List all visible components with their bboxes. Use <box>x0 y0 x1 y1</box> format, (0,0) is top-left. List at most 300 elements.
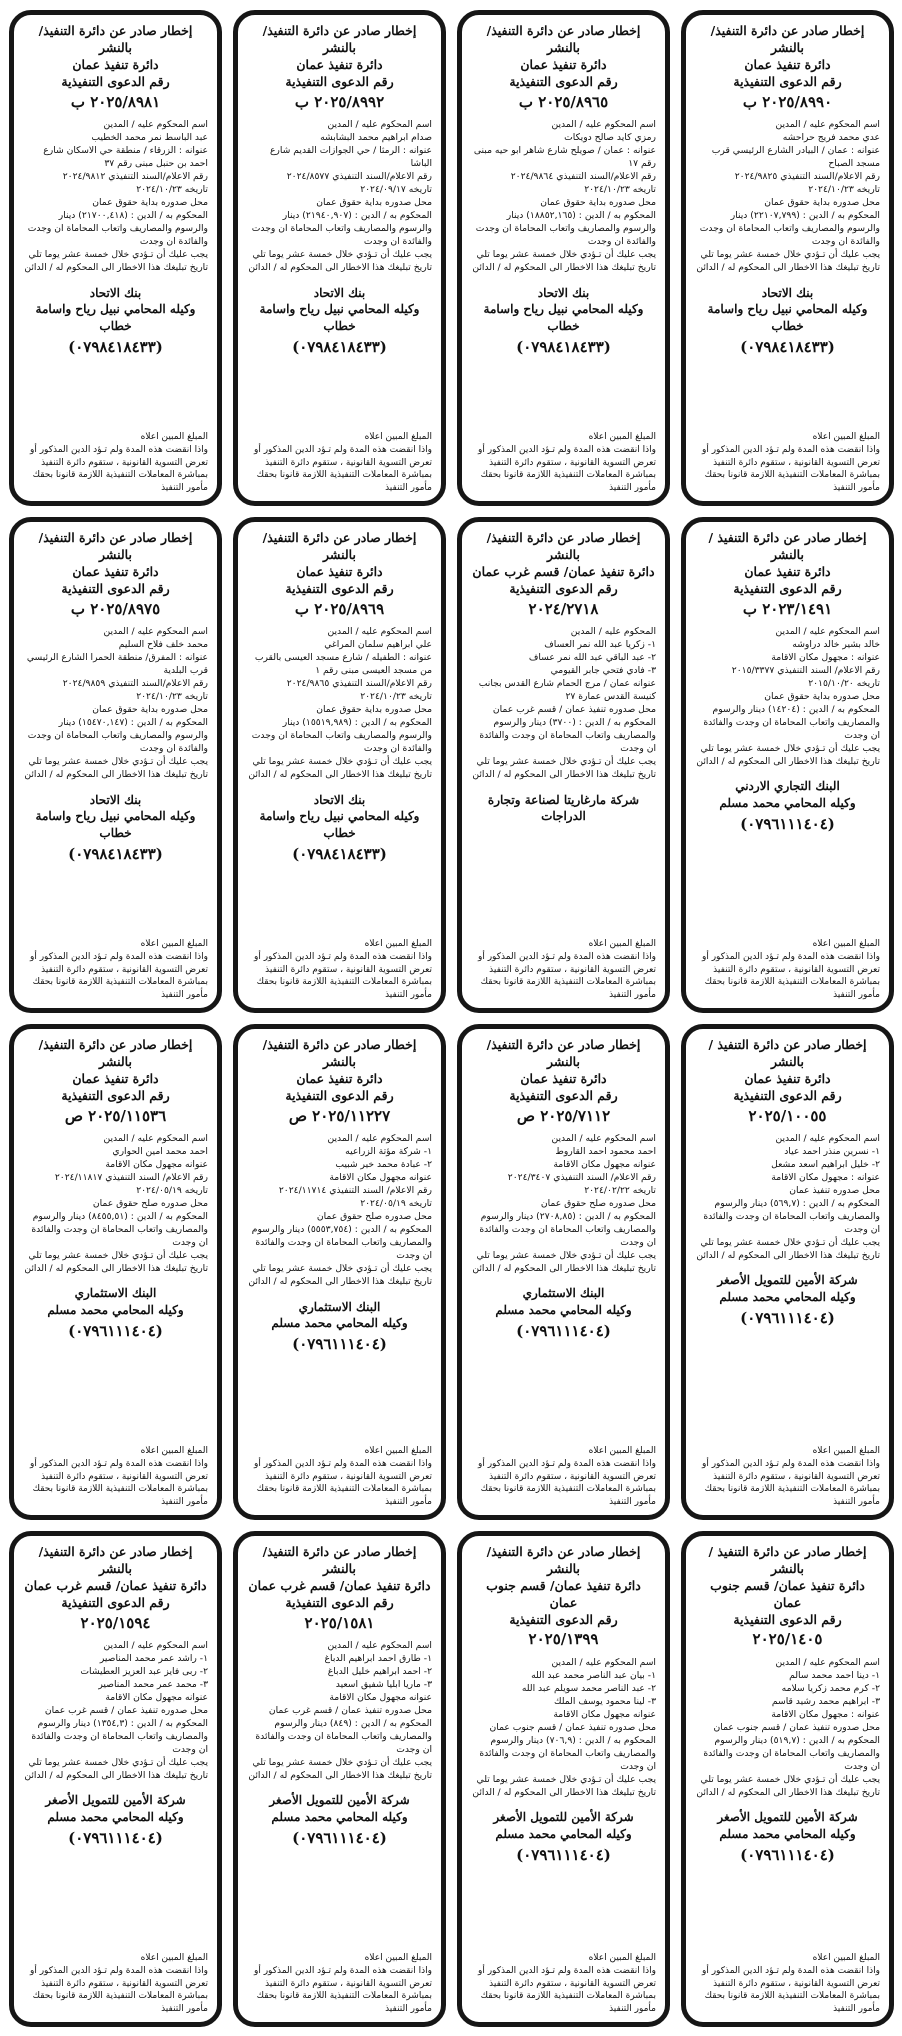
officer-signature: مأمور التنفيذ <box>609 1497 656 1508</box>
instrument-number: رقم الاعلام/السند التنفيذي ٢٠٢٤/٩٨١٢ <box>62 171 208 182</box>
notice-body <box>695 625 880 769</box>
debtor-label: اسم المحكوم عليه / المدين <box>775 118 880 130</box>
notice-footer <box>471 431 656 495</box>
notice-footer <box>471 938 656 1002</box>
debtor-address: عنوانه مجهول مكان الاقامة <box>105 1158 208 1170</box>
lawyer-phone: (٠٧٩٨٤١٨٤٣٣) <box>516 337 611 356</box>
lawyer-phone: (٠٧٩٦١١١٤٠٤) <box>740 1308 835 1327</box>
issuing-court: محل صدوره بداية حقوق عمان <box>92 704 208 716</box>
notice-footer <box>695 1952 880 2016</box>
notice-card <box>681 10 894 506</box>
amount-label: المبلغ المبين اعلاه <box>588 939 656 950</box>
debtor-name: ٣- ماريا ابليا شفيق اسعيد <box>335 1678 432 1690</box>
debtor-label: اسم المحكوم عليه / المدين <box>327 625 432 637</box>
amount-label: المبلغ المبين اعلاه <box>364 1446 432 1457</box>
lawyer-phone: (٠٧٩٨٤١٨٤٣٣) <box>292 337 387 356</box>
amount-label: المبلغ المبين اعلاه <box>140 939 208 950</box>
officer-signature: مأمور التنفيذ <box>609 990 656 1001</box>
creditor-name: بنك الاتحاد <box>537 285 590 300</box>
creditor-block <box>247 1792 432 1849</box>
debtor-address: عنوانه : المفرق/ منطقة الحمرا الشارع الرئيسي قرب البلدية <box>26 651 208 676</box>
enforcement-warning: واذا انقضت هذه المدة ولم تـؤد الدين المذكور أو تعرض التسوية القانونية ، ستقوم دائرة التنفيذ بمباشرة المعاملات التنفيذية اللازمة قانونا بحقك <box>477 1458 656 1495</box>
case-label: رقم الدعوى التنفيذية <box>509 1611 618 1627</box>
amount-label: المبلغ المبين اعلاه <box>812 1446 880 1457</box>
creditor-block <box>247 1299 432 1356</box>
case-number: ٢٠٢٥/٨٩٧٥ ب <box>70 599 161 618</box>
lawyer-phone: (٠٧٩٨٤١٨٤٣٣) <box>740 337 835 356</box>
lawyer-phone: (٠٧٩٦١١١٤٠٤) <box>740 1845 835 1864</box>
court-name: دائرة تنفيذ عمان/ قسم غرب عمان <box>472 563 655 579</box>
officer-signature: مأمور التنفيذ <box>161 483 208 494</box>
debtor-name: ٢- خليل ابراهيم اسعد مشعل <box>771 1158 880 1170</box>
instrument-date: تاريخه ٢٠٢٤/١٠/٢٣ <box>584 184 656 196</box>
instrument-number: رقم الاعلام/السند التنفيذي ٢٠٢٤/٨٥٧٧ <box>286 171 432 182</box>
lawyer-name: وكيله المحامي محمد مسلم <box>271 1316 408 1331</box>
notice-footer <box>471 1952 656 2016</box>
amount-label: المبلغ المبين اعلاه <box>812 939 880 950</box>
notice-footer <box>23 431 208 495</box>
officer-signature: مأمور التنفيذ <box>385 1497 432 1508</box>
debtor-name: ١- زكريا عبد الله نمر العساف <box>544 638 656 650</box>
officer-signature: مأمور التنفيذ <box>833 1497 880 1508</box>
enforcement-warning: واذا انقضت هذه المدة ولم تـؤد الدين المذكور أو تعرض التسوية القانونية ، ستقوم دائرة التنفيذ بمباشرة المعاملات التنفيذية اللازمة قانونا بحقك <box>701 1458 880 1495</box>
enforcement-warning: واذا انقضت هذه المدة ولم تـؤد الدين المذكور أو تعرض التسوية القانونية ، ستقوم دائرة التنفيذ بمباشرة المعاملات التنفيذية اللازمة قانونا بحقك <box>29 444 208 481</box>
creditor-name: بنك الاتحاد <box>313 792 366 807</box>
notice-header <box>247 1544 432 1633</box>
debtor-name: رمزي كايد صالح دويكات <box>564 131 656 143</box>
debtor-label: اسم المحكوم عليه / المدين <box>775 1132 880 1144</box>
creditor-block <box>471 1285 656 1342</box>
case-number: ٢٠٢٥/١٥٩٤ <box>80 1613 151 1632</box>
debtor-name: ٢- كرم محمد زكريا سلامه <box>781 1682 880 1694</box>
notice-body <box>247 1132 432 1289</box>
notice-footer <box>247 1445 432 1509</box>
debtor-address: عنوانه : مجهول مكان الاقامة <box>771 1708 880 1720</box>
creditor-block <box>695 1809 880 1866</box>
lawyer-phone: (٠٧٩٦١١١٤٠٤) <box>68 1829 163 1848</box>
judgment-amount: المحكوم به / الدين : (١٤٢٠٤) دينار والرسوم والمصاريف واتعاب المحاماة ان وجدت والفائدة ان وجدت <box>703 704 880 742</box>
notice-header <box>471 23 656 112</box>
issuing-court: محل صدوره تنفيذ عمان / قسم جنوب عمان <box>713 1721 880 1733</box>
notice-footer <box>23 1445 208 1509</box>
issuing-court: محل صدوره تنفيذ عمان <box>789 1185 880 1196</box>
creditor-block <box>695 285 880 358</box>
officer-signature: مأمور التنفيذ <box>161 2004 208 2015</box>
instrument-number: رقم الاعلام/السند التنفيذي ٢٠٢٤/٩٨٥٩ <box>62 678 208 689</box>
creditor-name: شركة مارغاريتا لصناعة وتجارة الدراجات <box>487 792 640 824</box>
case-label: رقم الدعوى التنفيذية <box>285 73 394 89</box>
issuing-court: محل صدوره تنفيذ عمان / قسم جنوب عمان <box>489 1721 656 1733</box>
debtor-name: ٢- عبادة محمد خير شبيب <box>335 1158 432 1170</box>
notice-title: إخطار صادر عن دائرة التنفيذ/ بالنشر <box>262 23 417 55</box>
notice-card <box>681 1531 894 2027</box>
lawyer-name: وكيله المحامي محمد مسلم <box>719 1290 856 1305</box>
officer-signature: مأمور التنفيذ <box>385 990 432 1001</box>
instrument-date: تاريخه ٢٠١٥/١٠/٢٠ <box>808 678 880 689</box>
creditor-block <box>471 1809 656 1866</box>
court-name: دائرة تنفيذ عمان/ قسم غرب عمان <box>24 1577 207 1593</box>
payment-demand: يجب عليك أن تـؤدي خلال خمسة عشر يوما تلي تاريخ تبليغك هذا الاخطار الى المحكوم له / الدائن <box>696 743 880 768</box>
payment-demand: يجب عليك أن تـؤدي خلال خمسة عشر يوما تلي تاريخ تبليغك هذا الاخطار الى المحكوم له / الدائن <box>472 1250 656 1275</box>
debtor-label: اسم المحكوم عليه / المدين <box>103 625 208 637</box>
judgment-amount: المحكوم به / الدين : (٢١٧٠٠,٤١٨) دينار والرسوم والمصاريف واتعاب المحاماة ان وجدت والفائدة ان وجدت <box>27 210 208 248</box>
creditor-name: البنك التجاري الاردني <box>735 779 840 794</box>
amount-label: المبلغ المبين اعلاه <box>812 1953 880 1964</box>
debtor-name: ٢- عبد الناصر محمد سويلم عبد الله <box>521 1682 656 1694</box>
officer-signature: مأمور التنفيذ <box>609 2004 656 2015</box>
instrument-date: تاريخه ٢٠٢٤/٠٢/٢٢ <box>584 1185 656 1196</box>
notice-card <box>9 10 222 506</box>
case-number: ٢٠٢٥/٨٩٨١ ب <box>70 92 161 111</box>
notice-body <box>471 118 656 275</box>
notice-footer <box>695 938 880 1002</box>
case-label: رقم الدعوى التنفيذية <box>285 1087 394 1103</box>
case-number: ٢٠٢٥/١١٢٢٧ ص <box>288 1106 391 1125</box>
lawyer-name: وكيله المحامي نبيل رياح واسامة خطاب <box>35 809 196 841</box>
case-label: رقم الدعوى التنفيذية <box>61 1087 170 1103</box>
notice-footer <box>695 1445 880 1509</box>
notice-title: إخطار صادر عن دائرة التنفيذ / بالنشر <box>708 1037 867 1069</box>
debtor-name: ١- طارق احمد ابراهيم الدباغ <box>324 1652 432 1664</box>
notice-header <box>23 530 208 619</box>
court-name: دائرة تنفيذ عمان <box>72 563 159 579</box>
debtor-name: ١- بيان عبد الناصر محمد عبد الله <box>531 1669 656 1681</box>
creditor-block <box>695 1272 880 1329</box>
court-name: دائرة تنفيذ عمان <box>296 56 383 72</box>
court-name: دائرة تنفيذ عمان/ قسم جنوب عمان <box>710 1577 865 1610</box>
enforcement-warning: واذا انقضت هذه المدة ولم تـؤد الدين المذكور أو تعرض التسوية القانونية ، ستقوم دائرة التنفيذ بمباشرة المعاملات التنفيذية اللازمة قانونا بحقك <box>29 951 208 988</box>
case-number: ٢٠٢٥/٧١١٢ ص <box>516 1106 611 1125</box>
case-label: رقم الدعوى التنفيذية <box>285 580 394 596</box>
notice-footer <box>247 1952 432 2016</box>
notice-header <box>695 1037 880 1126</box>
creditor-block <box>247 792 432 865</box>
lawyer-phone: (٠٧٩٨٤١٨٤٣٣) <box>68 337 163 356</box>
debtor-name: ٢- ربى فايز عبد العزيز العطيشات <box>80 1665 208 1677</box>
court-name: دائرة تنفيذ عمان <box>744 56 831 72</box>
lawyer-name: وكيله المحامي محمد مسلم <box>495 1303 632 1318</box>
notice-card <box>9 517 222 1013</box>
issuing-court: محل صدوره بداية حقوق عمان <box>764 197 880 209</box>
creditor-name: البنك الاستثماري <box>522 1286 605 1301</box>
instrument-number: رقم الاعلام/ السند التنفيذي ٢٠٢٤/١١٧١٤ <box>278 1185 432 1196</box>
notice-body <box>695 1656 880 1800</box>
notice-header <box>23 23 208 112</box>
debtor-address: عنوانه عمان / مرج الحمام شارع القدس بجانب كنيسة القدس عمارة ٢٧ <box>478 678 656 703</box>
payment-demand: يجب عليك أن تـؤدي خلال خمسة عشر يوما تلي تاريخ تبليغك هذا الاخطار الى المحكوم له / الدائن <box>24 756 208 781</box>
debtor-address: عنوانه مجهول مكان الاقامة <box>329 1171 432 1183</box>
lawyer-phone: (٠٧٩٦١١١٤٠٤) <box>292 1335 387 1354</box>
debtor-label: اسم المحكوم عليه / المدين <box>551 1656 656 1668</box>
creditor-name: بنك الاتحاد <box>89 285 142 300</box>
case-label: رقم الدعوى التنفيذية <box>285 1594 394 1610</box>
case-label: رقم الدعوى التنفيذية <box>733 1087 842 1103</box>
notice-header <box>471 530 656 619</box>
notice-card <box>681 517 894 1013</box>
enforcement-warning: واذا انقضت هذه المدة ولم تـؤد الدين المذكور أو تعرض التسوية القانونية ، ستقوم دائرة التنفيذ بمباشرة المعاملات التنفيذية اللازمة قانونا بحقك <box>477 444 656 481</box>
notice-footer <box>247 431 432 495</box>
instrument-number: رقم الاعلام/السند التنفيذي ٢٠٢٤/٩٨٦٥ <box>286 678 432 689</box>
notice-body <box>23 1132 208 1276</box>
notice-body <box>695 118 880 275</box>
court-name: دائرة تنفيذ عمان <box>744 563 831 579</box>
officer-signature: مأمور التنفيذ <box>833 990 880 1001</box>
enforcement-warning: واذا انقضت هذه المدة ولم تـؤد الدين المذكور أو تعرض التسوية القانونية ، ستقوم دائرة التنفيذ بمباشرة المعاملات التنفيذية اللازمة قانونا بحقك <box>253 951 432 988</box>
payment-demand: يجب عليك أن تـؤدي خلال خمسة عشر يوما تلي تاريخ تبليغك هذا الاخطار الى المحكوم له / الدائن <box>24 249 208 274</box>
notice-header <box>23 1037 208 1126</box>
judgment-amount: المحكوم به / الدين : (٧٠٦,٩) دينار والرسوم والمصاريف واتعاب المحاماة ان وجدت والفائدة ان وجدت <box>479 1735 656 1773</box>
amount-label: المبلغ المبين اعلاه <box>364 939 432 950</box>
notice-title: إخطار صادر عن دائرة التنفيذ/ بالنشر <box>486 23 641 55</box>
payment-demand: يجب عليك أن تـؤدي خلال خمسة عشر يوما تلي تاريخ تبليغك هذا الاخطار الى المحكوم له / الدائن <box>696 1774 880 1799</box>
debtor-name: ١- راشد عمر محمد المناصير <box>99 1652 208 1664</box>
payment-demand: يجب عليك أن تـؤدي خلال خمسة عشر يوما تلي تاريخ تبليغك هذا الاخطار الى المحكوم له / الدائن <box>24 1757 208 1782</box>
case-number: ٢٠٢٥/٨٩٦٥ ب <box>518 92 609 111</box>
enforcement-warning: واذا انقضت هذه المدة ولم تـؤد الدين المذكور أو تعرض التسوية القانونية ، ستقوم دائرة التنفيذ بمباشرة المعاملات التنفيذية اللازمة قانونا بحقك <box>701 951 880 988</box>
notice-title: إخطار صادر عن دائرة التنفيذ/ بالنشر <box>486 1037 641 1069</box>
notice-card <box>681 1024 894 1520</box>
notice-body <box>23 625 208 782</box>
lawyer-name: وكيله المحامي محمد مسلم <box>719 1827 856 1842</box>
judgment-amount: المحكوم به / الدين : (١٥٤٧٠,١٤٧) دينار والرسوم والمصاريف واتعاب المحاماة ان وجدت والفائدة ان وجدت <box>27 717 208 755</box>
notice-body <box>471 1656 656 1800</box>
notice-card <box>233 517 446 1013</box>
issuing-court: محل صدوره بداية حقوق عمان <box>316 704 432 716</box>
issuing-court: محل صدوره تنفيذ عمان / قسم غرب عمان <box>492 704 656 716</box>
enforcement-warning: واذا انقضت هذه المدة ولم تـؤد الدين المذكور أو تعرض التسوية القانونية ، ستقوم دائرة التنفيذ بمباشرة المعاملات التنفيذية اللازمة قانونا بحقك <box>701 1965 880 2002</box>
judgment-amount: المحكوم به / الدين : (٨٤٥٥,٥١) دينار والرسوم والمصاريف واتعاب المحاماة ان وجدت والفائدة ان وجدت <box>31 1211 208 1249</box>
notice-body <box>695 1132 880 1263</box>
notice-title: إخطار صادر عن دائرة التنفيذ/ بالنشر <box>38 23 193 55</box>
lawyer-name: وكيله المحامي محمد مسلم <box>47 1303 184 1318</box>
case-number: ٢٠٢٥/١٠٠٥٥ <box>748 1106 827 1125</box>
debtor-address: عنوانه : مجهول مكان الاقامة <box>771 1171 880 1183</box>
court-name: دائرة تنفيذ عمان <box>520 1070 607 1086</box>
lawyer-name: وكيله المحامي نبيل رياح واسامة خطاب <box>35 302 196 334</box>
debtor-name: ٣- لينا محمود يوسف الملك <box>553 1695 656 1707</box>
debtor-name: خالد بشير خالد دراوشه <box>792 638 880 650</box>
court-name: دائرة تنفيذ عمان <box>296 1070 383 1086</box>
case-label: رقم الدعوى التنفيذية <box>509 1087 618 1103</box>
debtor-name: احمد محمد امين الحواري <box>112 1145 208 1157</box>
court-name: دائرة تنفيذ عمان <box>744 1070 831 1086</box>
payment-demand: يجب عليك أن تـؤدي خلال خمسة عشر يوما تلي تاريخ تبليغك هذا الاخطار الى المحكوم له / الدائن <box>472 249 656 274</box>
amount-label: المبلغ المبين اعلاه <box>588 1953 656 1964</box>
notice-body <box>247 1639 432 1783</box>
notice-body <box>471 1132 656 1276</box>
notice-body <box>23 1639 208 1783</box>
lawyer-name: وكيله المحامي محمد مسلم <box>719 796 856 811</box>
officer-signature: مأمور التنفيذ <box>833 2004 880 2015</box>
lawyer-phone: (٠٧٩٦١١١٤٠٤) <box>740 815 835 834</box>
court-name: دائرة تنفيذ عمان/ قسم جنوب عمان <box>486 1577 641 1610</box>
notice-title: إخطار صادر عن دائرة التنفيذ / بالنشر <box>708 530 867 562</box>
debtor-name: ١- دينا احمد محمد سالم <box>789 1669 880 1681</box>
debtor-label: اسم المحكوم عليه / المدين <box>103 1132 208 1144</box>
instrument-date: تاريخه ٢٠٢٤/١٠/٢٣ <box>808 184 880 196</box>
debtor-name: ٣- ابراهيم محمد رشيد قاسم <box>771 1695 880 1707</box>
creditor-block <box>23 1285 208 1342</box>
notice-header <box>23 1544 208 1633</box>
debtor-address: عنوانه مجهول مكان الاقامة <box>553 1708 656 1720</box>
officer-signature: مأمور التنفيذ <box>609 483 656 494</box>
instrument-number: رقم الاعلام/السند التنفيذي ٢٠٢٤/٩٨٦٤ <box>510 171 656 182</box>
court-name: دائرة تنفيذ عمان <box>520 56 607 72</box>
instrument-date: تاريخه ٢٠٢٤/١٠/٢٣ <box>136 184 208 196</box>
amount-label: المبلغ المبين اعلاه <box>140 1953 208 1964</box>
case-number: ٢٠٢٥/٨٩٩٠ ب <box>742 92 833 111</box>
creditor-name: بنك الاتحاد <box>761 285 814 300</box>
lawyer-phone: (٠٧٩٨٤١٨٤٣٣) <box>292 844 387 863</box>
debtor-label: اسم المحكوم عليه / المدين <box>775 1656 880 1668</box>
creditor-block <box>23 285 208 358</box>
creditor-block <box>247 285 432 358</box>
notices-grid <box>8 10 894 2026</box>
notice-header <box>247 1037 432 1126</box>
notice-card <box>457 1024 670 1520</box>
notice-body <box>471 625 656 782</box>
creditor-name: بنك الاتحاد <box>89 792 142 807</box>
debtor-name: ٢- احمد ابراهيم خليل الدباغ <box>327 1665 432 1677</box>
payment-demand: يجب عليك أن تـؤدي خلال خمسة عشر يوما تلي تاريخ تبليغك هذا الاخطار الى المحكوم له / الدائن <box>696 249 880 274</box>
case-number: ٢٠٢٥/١٣٩٩ <box>528 1630 599 1649</box>
notice-header <box>247 530 432 619</box>
notice-footer <box>695 431 880 495</box>
notice-card <box>233 1024 446 1520</box>
case-number: ٢٠٢٥/١١٥٣٦ ص <box>64 1106 167 1125</box>
notice-footer <box>23 1952 208 2016</box>
debtor-address: عنوانه : الرمثا / حي الجوازات القديم شارع الباشا <box>269 144 432 169</box>
amount-label: المبلغ المبين اعلاه <box>588 1446 656 1457</box>
case-number: ٢٠٢٥/٨٩٦٩ ب <box>294 599 385 618</box>
amount-label: المبلغ المبين اعلاه <box>588 432 656 443</box>
creditor-block <box>471 792 656 828</box>
debtor-name: عبد الباسط نمر محمد الخطيب <box>91 131 208 143</box>
case-label: رقم الدعوى التنفيذية <box>61 580 170 596</box>
case-number: ٢٠٢٥/١٥٨١ <box>304 1613 375 1632</box>
amount-label: المبلغ المبين اعلاه <box>140 1446 208 1457</box>
judgment-amount: المحكوم به / الدين : (٥٦٩,٧) دينار والرسوم والمصاريف واتعاب المحاماة ان وجدت والفائدة ان وجدت <box>703 1198 880 1236</box>
lawyer-phone: (٠٧٩٦١١١٤٠٤) <box>516 1322 611 1341</box>
lawyer-phone: (٠٧٩٦١١١٤٠٤) <box>516 1845 611 1864</box>
issuing-court: محل صدوره بداية حقوق عمان <box>540 197 656 209</box>
creditor-name: البنك الاستثماري <box>74 1286 157 1301</box>
amount-label: المبلغ المبين اعلاه <box>812 432 880 443</box>
payment-demand: يجب عليك أن تـؤدي خلال خمسة عشر يوما تلي تاريخ تبليغك هذا الاخطار الى المحكوم له / الدائن <box>472 756 656 781</box>
creditor-name: شركة الأمين للتمويل الأصغر <box>493 1810 634 1825</box>
debtor-label: اسم المحكوم عليه / المدين <box>551 1132 656 1144</box>
amount-label: المبلغ المبين اعلاه <box>364 432 432 443</box>
debtor-address: عنوانه : عمان / البيادر الشارع الرئيسي قرب مسجد الصباح <box>711 144 880 169</box>
court-name: دائرة تنفيذ عمان/ قسم غرب عمان <box>248 1577 431 1593</box>
notice-title: إخطار صادر عن دائرة التنفيذ/ بالنشر <box>710 23 865 55</box>
debtor-label: اسم المحكوم عليه / المدين <box>327 118 432 130</box>
instrument-number: رقم الاعلام/ السند التنفيذي ٢٠٢٤/١١٨١٧ <box>54 1171 208 1183</box>
notice-card <box>9 1024 222 1520</box>
issuing-court: محل صدوره صلح حقوق عمان <box>316 1211 432 1223</box>
court-name: دائرة تنفيذ عمان <box>72 1070 159 1086</box>
case-number: ٢٠٢٣/١٤٩١ ب <box>742 599 833 618</box>
creditor-name: بنك الاتحاد <box>313 285 366 300</box>
issuing-court: محل صدوره بداية حقوق عمان <box>92 197 208 209</box>
notice-header <box>471 1037 656 1126</box>
debtor-name: احمد محمود احمد القاروط <box>555 1145 656 1157</box>
lawyer-name: وكيله المحامي محمد مسلم <box>271 1810 408 1825</box>
payment-demand: يجب عليك أن تـؤدي خلال خمسة عشر يوما تلي تاريخ تبليغك هذا الاخطار الى المحكوم له / الدائن <box>472 1774 656 1799</box>
lawyer-name: وكيله المحامي نبيل رياح واسامة خطاب <box>259 809 420 841</box>
lawyer-phone: (٠٧٩٦١١١٤٠٤) <box>292 1829 387 1848</box>
case-number: ٢٠٢٥/١٤٠٥ <box>752 1630 823 1649</box>
judgment-amount: المحكوم به / الدين : (١٥٥١٩,٩٨٩) دينار والرسوم والمصاريف واتعاب المحاماة ان وجدت والفائدة ان وجدت <box>251 717 432 755</box>
issuing-court: محل صدوره تنفيذ عمان / قسم غرب عمان <box>44 1705 208 1717</box>
notice-title: إخطار صادر عن دائرة التنفيذ/ بالنشر <box>262 1037 417 1069</box>
debtor-name: محمد خلف فلاح السليم <box>118 638 208 650</box>
instrument-number: رقم الاعلام/ السند التنفيذي ٢٠٢٤/٣٤٠٧ <box>507 1171 656 1183</box>
creditor-block <box>695 778 880 835</box>
notice-card <box>457 517 670 1013</box>
judgment-amount: المحكوم به / الدين : (٢٢١٠٧,٧٩٩) دينار والرسوم والمصاريف واتعاب المحاماة ان وجدت والفائدة ان وجدت <box>699 210 880 248</box>
creditor-block <box>23 792 208 865</box>
lawyer-name: وكيله المحامي محمد مسلم <box>495 1827 632 1842</box>
debtor-address: عنوانه مجهول مكان الاقامة <box>553 1158 656 1170</box>
notice-footer <box>471 1445 656 1509</box>
notice-title: إخطار صادر عن دائرة التنفيذ/ بالنشر <box>262 530 417 562</box>
enforcement-warning: واذا انقضت هذه المدة ولم تـؤد الدين المذكور أو تعرض التسوية القانونية ، ستقوم دائرة التنفيذ بمباشرة المعاملات التنفيذية اللازمة قانونا بحقك <box>253 1965 432 2002</box>
enforcement-warning: واذا انقضت هذه المدة ولم تـؤد الدين المذكور أو تعرض التسوية القانونية ، ستقوم دائرة التنفيذ بمباشرة المعاملات التنفيذية اللازمة قانونا بحقك <box>253 1458 432 1495</box>
payment-demand: يجب عليك أن تـؤدي خلال خمسة عشر يوما تلي تاريخ تبليغك هذا الاخطار الى المحكوم له / الدائن <box>696 1237 880 1262</box>
lawyer-name: وكيله المحامي نبيل رياح واسامة خطاب <box>707 302 868 334</box>
notice-card <box>457 10 670 506</box>
officer-signature: مأمور التنفيذ <box>161 990 208 1001</box>
notice-header <box>471 1544 656 1650</box>
case-label: رقم الدعوى التنفيذية <box>61 1594 170 1610</box>
payment-demand: يجب عليك أن تـؤدي خلال خمسة عشر يوما تلي تاريخ تبليغك هذا الاخطار الى المحكوم له / الدائن <box>248 1757 432 1782</box>
notice-title: إخطار صادر عن دائرة التنفيذ/ بالنشر <box>38 1037 193 1069</box>
debtor-address: عنوانه مجهول مكان الاقامة <box>329 1692 432 1703</box>
debtor-name: ١- شركة مؤتة الزراعيه <box>345 1145 432 1157</box>
judgment-amount: المحكوم به / الدين : (٣٧٠٠) دينار والرسوم والمصاريف واتعاب المحاماة ان وجدت والفائدة ان وجدت <box>479 717 656 755</box>
lawyer-name: وكيله المحامي نبيل رياح واسامة خطاب <box>483 302 644 334</box>
debtor-name: ٣- محمد عمر محمد المناصير <box>98 1678 208 1690</box>
notice-body <box>247 118 432 275</box>
lawyer-phone: (٠٧٩٨٤١٨٤٣٣) <box>68 844 163 863</box>
case-label: رقم الدعوى التنفيذية <box>733 1611 842 1627</box>
case-label: رقم الدعوى التنفيذية <box>61 73 170 89</box>
creditor-name: شركة الأمين للتمويل الأصغر <box>717 1810 858 1825</box>
amount-label: المبلغ المبين اعلاه <box>140 432 208 443</box>
instrument-date: تاريخه ٢٠٢٤/٠٥/١٩ <box>136 1185 208 1196</box>
instrument-date: تاريخه ٢٠٢٤/١٠/٢٣ <box>136 691 208 703</box>
debtor-name: ٢- عبد الباقي عبد الله نمر عساف <box>528 651 656 663</box>
amount-label: المبلغ المبين اعلاه <box>364 1953 432 1964</box>
enforcement-warning: واذا انقضت هذه المدة ولم تـؤد الدين المذكور أو تعرض التسوية القانونية ، ستقوم دائرة التنفيذ بمباشرة المعاملات التنفيذية اللازمة قانونا بحقك <box>29 1965 208 2002</box>
judgment-amount: المحكوم به / الدين : (١٨٨٥٢,١٦٥) دينار والرسوم والمصاريف واتعاب المحاماة ان وجدت والفائدة ان وجدت <box>475 210 656 248</box>
debtor-label: اسم المحكوم عليه / المدين <box>327 1639 432 1651</box>
debtor-address: عنوانه : الطفيله / شارع مسجد العيسى بالقرب من مسجد العيسى مبنى رقم ١ <box>254 651 432 676</box>
case-label: رقم الدعوى التنفيذية <box>509 580 618 596</box>
debtor-address: عنوانه : الزرقاء / منطقة حي الاسكان شارع احمد بن حنبل مبنى رقم ٣٧ <box>43 144 208 169</box>
instrument-date: تاريخه ٢٠٢٤/١٠/٢٣ <box>360 691 432 703</box>
case-number: ٢٠٢٥/٨٩٩٢ ب <box>294 92 385 111</box>
creditor-name: شركة الأمين للتمويل الأصغر <box>269 1793 410 1808</box>
court-name: دائرة تنفيذ عمان <box>72 56 159 72</box>
notice-card <box>9 1531 222 2027</box>
payment-demand: يجب عليك أن تـؤدي خلال خمسة عشر يوما تلي تاريخ تبليغك هذا الاخطار الى المحكوم له / الدائن <box>24 1250 208 1275</box>
judgment-amount: المحكوم به / الدين : (٨٤٩) دينار والرسوم والمصاريف واتعاب المحاماة ان وجدت والفائدة ان وجدت <box>255 1718 432 1756</box>
debtor-name: علي ابراهيم سلمان المراغي <box>324 638 432 650</box>
judgment-amount: المحكوم به / الدين : (٢٧٠٨,٨٥) دينار والرسوم والمصاريف واتعاب المحاماة ان وجدت والفائدة ان وجدت <box>479 1211 656 1249</box>
instrument-number: رقم الاعلام/ السند التنفيذي ٢٠١٥/٣٣٧٧ <box>731 664 880 676</box>
